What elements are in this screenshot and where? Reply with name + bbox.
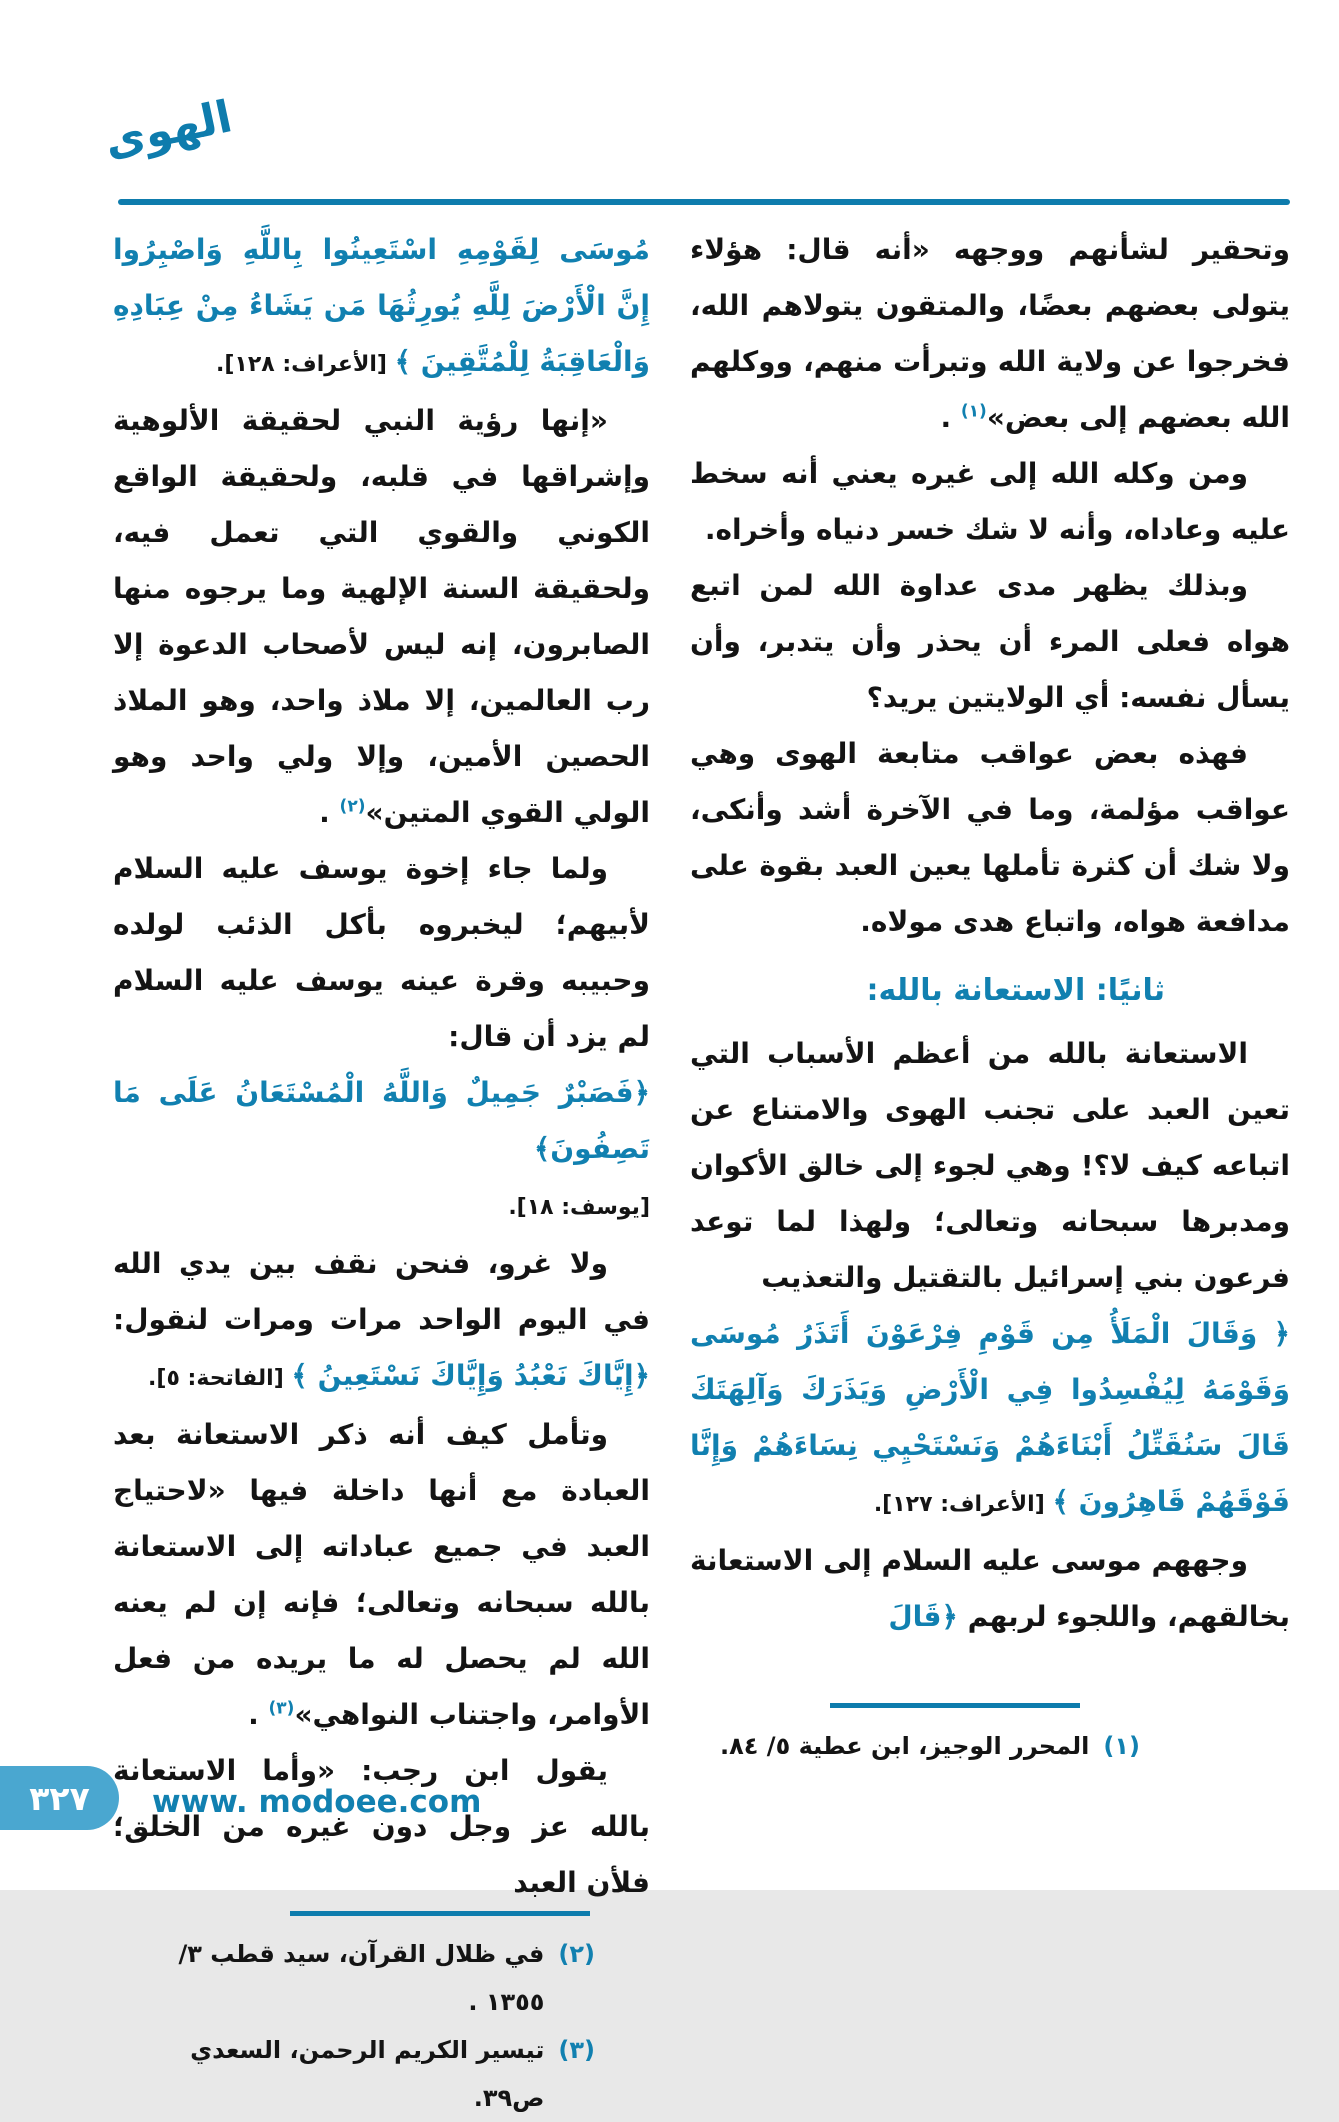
verse-reference: [الأعراف: ١٢٧].: [873, 1492, 1053, 1517]
footnote-number: (١): [1103, 1732, 1140, 1760]
quran-verse-inline: ﴿إِيَّاكَ نَعْبُدُ وَإِيَّاكَ نَسْتَعِينُ ﴾: [291, 1359, 650, 1392]
verse-reference: [الفاتحة: ٥].: [148, 1366, 292, 1391]
paragraph-quote-continuation: [690, 222, 1290, 446]
paragraph-tail: .: [940, 401, 961, 434]
quran-verse-block: [690, 1306, 1290, 1533]
page-number: ٣٢٧: [29, 1778, 90, 1818]
footnotes-right: [690, 1703, 1290, 1770]
quran-verse: ﴿فَصَبْرٌ جَمِيلٌ وَاللَّهُ الْمُسْتَعَانُ عَلَى مَا تَصِفُونَ﴾: [113, 1076, 650, 1165]
quran-verse-block: [113, 222, 650, 393]
paragraph: [690, 1533, 1290, 1645]
paragraph-text: وتحقير لشأنهم ووجهه «أنه قال: هؤلاء يتولى بعضهم بعضًا، والمتقون يتولاهم الله، فخرجوا عن ولاية الله وتبرأت منهم، ووكلهم الله بعضهم إلى بعض»: [690, 233, 1290, 434]
paragraph: [113, 1236, 650, 1407]
quran-verse: ﴿ وَقَالَ الْمَلَأُ مِن قَوْمِ فِرْعَوْنَ أَتَذَرُ مُوسَى وَقَوْمَهُ لِيُفْسِدُوا فِي الْأَرْضِ وَيَذَرَكَ وَآلِهَتَكَ قَالَ سَنُقَتِّلُ أَبْنَاءَهُمْ وَنَسْتَحْيِي نِسَاءَهُمْ وَإِنَّا فَوْقَهُمْ قَاهِرُونَ ﴾: [690, 1317, 1290, 1518]
footnote-marker-2: (٢): [339, 796, 366, 817]
verse-reference-line: [113, 1177, 650, 1236]
quran-verse-opening: ﴿قَالَ: [888, 1600, 958, 1633]
footnotes-left: [113, 1911, 650, 2122]
footnote: [113, 1930, 650, 2026]
footnote-number: (٢): [558, 1940, 595, 1968]
footnote-marker-3: (٣): [268, 1698, 295, 1719]
footnote: [113, 2026, 650, 2122]
website-link[interactable]: www. modoee.com: [152, 1784, 482, 1820]
footnote-text: تيسير الكريم الرحمن، السعدي ص٣٩.: [190, 2036, 545, 2112]
quran-verse-block: [113, 1065, 650, 1177]
paragraph-tail: .: [248, 1698, 269, 1731]
header-divider: [118, 199, 1290, 205]
paragraph-quote: [113, 1407, 650, 1743]
verse-reference: [يوسف: ١٨].: [508, 1195, 650, 1220]
paragraph: يقول ابن رجب: «وأما الاستعانة بالله عز وجل دون غيره من الخلق؛ فلأن العبد: [113, 1754, 650, 1899]
paragraph-text: ولا غرو، فنحن نقف بين يدي الله في اليوم الواحد مرات ومرات لنقول:: [113, 1247, 650, 1336]
footnote-text: في ظلال القرآن، سيد قطب ٣/ ١٣٥٥ .: [178, 1940, 545, 2016]
footnote-marker-1: (١): [960, 401, 987, 422]
paragraph-text: وجههم موسى عليه السلام إلى الاستعانة بخالقهم، واللجوء لربهم: [690, 1544, 1290, 1633]
paragraph: الاستعانة بالله من أعظم الأسباب التي تعين العبد على تجنب الهوى والامتناع عن اتباعه كيف لا؟! وهي لجوء إلى خالق الأكوان ومدبرها سبحانه وتعالى؛ ولهذا لما توعد فرعون بني إسرائيل بالتقتيل والتعذيب: [690, 1037, 1290, 1294]
page-number-tab: [0, 1766, 119, 1830]
footnote-text: المحرر الوجيز، ابن عطية ٥/ ٨٤.: [720, 1732, 1090, 1760]
paragraph-quote: [113, 393, 650, 841]
paragraph: ولما جاء إخوة يوسف عليه السلام لأبيهم؛ ليخبروه بأكل الذئب لولده وحبيبه وقرة عينه يوسف عليه السلام لم يزد أن قال:: [113, 852, 650, 1053]
footnote-divider: [290, 1911, 590, 1916]
paragraph: فهذه بعض عواقب متابعة الهوى وهي عواقب مؤلمة، وما في الآخرة أشد وأنكى، ولا شك أن كثرة تأملها يعين العبد بقوة على مدافعة هواه، واتباع هدى مولاه.: [690, 737, 1290, 938]
footnote-number: (٣): [558, 2036, 595, 2064]
paragraph: وبذلك يظهر مدى عداوة الله لمن اتبع هواه فعلى المرء أن يحذر وأن يتدبر، وأن يسأل نفسه: أي الولايتين يريد؟: [690, 569, 1290, 714]
paragraph-tail: .: [319, 796, 340, 829]
paragraph: ومن وكله الله إلى غيره يعني أنه سخط عليه وعاداه، وأنه لا شك خسر دنياه وأخراه.: [690, 457, 1290, 546]
right-column: [690, 222, 1290, 1770]
chapter-title-calligraphy: الهوى: [100, 91, 237, 168]
section-heading: ثانيًا: الاستعانة بالله:: [866, 973, 1165, 1008]
verse-reference: [الأعراف: ١٢٨].: [215, 352, 395, 377]
footnote-divider: [830, 1703, 1080, 1708]
footnote: [690, 1722, 1290, 1770]
quran-verse: مُوسَى لِقَوْمِهِ اسْتَعِينُوا بِاللَّهِ وَاصْبِرُوا إِنَّ الْأَرْضَ لِلَّهِ يُورِثُهَا مَن يَشَاءُ مِنْ عِبَادِهِ وَالْعَاقِبَةُ لِلْمُتَّقِينَ ﴾: [113, 233, 650, 378]
paragraph-text: وتأمل كيف أنه ذكر الاستعانة بعد العبادة مع أنها داخلة فيها «لاحتياج العبد في جميع عباداته إلى الاستعانة بالله سبحانه وتعالى؛ فإنه إن لم يعنه الله لم يحصل له ما يريده من فعل الأوامر، واجتناب النواهي»: [113, 1418, 650, 1731]
paragraph-text: «إنها رؤية النبي لحقيقة الألوهية وإشراقها في قلبه، ولحقيقة الواقع الكوني والقوي التي تعمل فيه، ولحقيقة السنة الإلهية وما يرجوه منها الصابرون، إنه ليس لأصحاب الدعوة إلا رب العالمين، إلا ملاذ واحد، وهو الملاذ الحصين الأمين، وإلا ولي واحد وهو الولي القوي المتين»: [113, 404, 650, 829]
